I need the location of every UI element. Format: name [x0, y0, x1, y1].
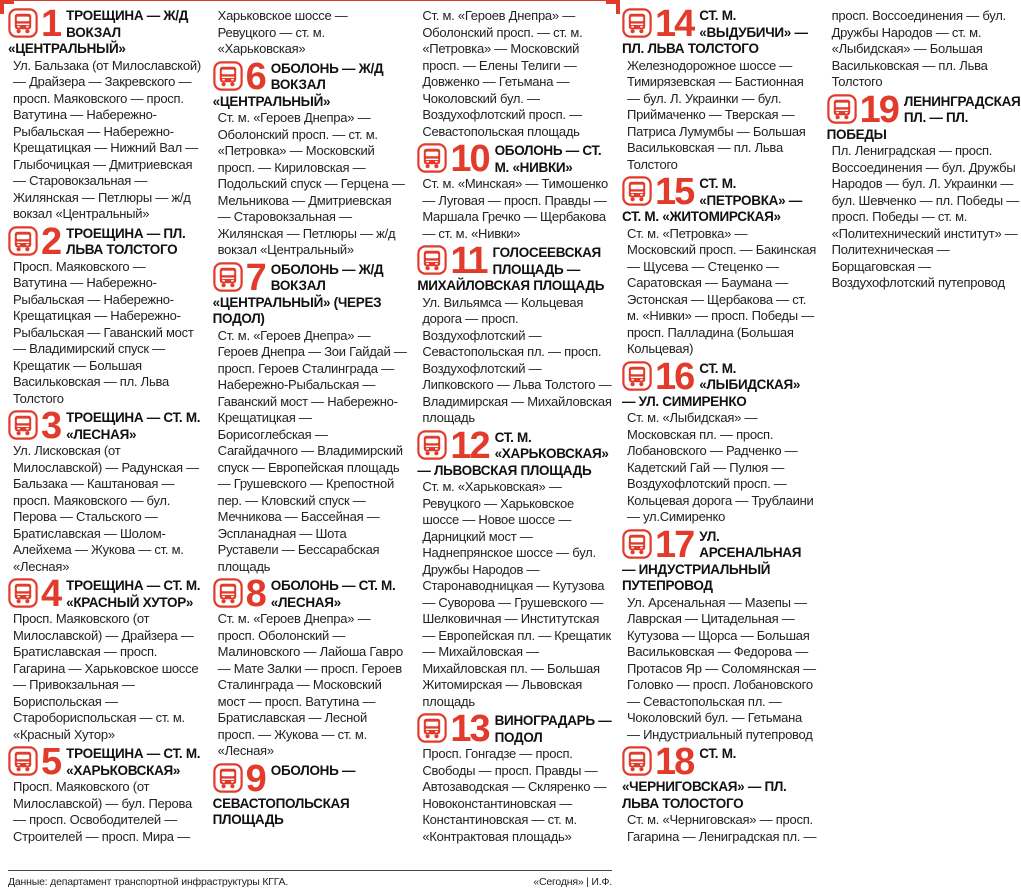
- route-head: [8, 3, 203, 58]
- bus-icon: [213, 578, 243, 608]
- route-item: [417, 240, 612, 427]
- route-head: [212, 55, 408, 111]
- route-title: ТРОЕЩИНА — СТ. М. «ХАРЬКОВСКАЯ»: [66, 746, 201, 778]
- route-badge: [417, 424, 490, 467]
- route-head: [417, 708, 612, 750]
- route-number: 4: [41, 573, 61, 615]
- bus-icon: [827, 94, 857, 124]
- route-badge: [827, 88, 900, 131]
- route-item: [417, 708, 612, 845]
- route-description: Просп. Маяковского (от Милославской) — Драйзера — Братиславская — просп. Гагарина — Харьковское шоссе — Привокзальная — Бориспольская — Старобориспольская — ст. м. «Красный Хутор»: [13, 611, 199, 742]
- route-title: СТ. М. «ХАРЬКОВСКАЯ» — ЛЬВОВСКАЯ ПЛОЩАДЬ: [417, 429, 609, 478]
- route-badge: [8, 3, 62, 45]
- route-head: [213, 573, 408, 615]
- route-badge: [417, 240, 488, 282]
- route-head: [8, 573, 203, 615]
- route-description: Ст. м. «Лыбидская» — Московская пл. — просп. Лобановского — Радченко — Кадетский Гай — Пулюя — Воздухофлотский просп. — Кольцевая дорога — Трублаини — ул.Симиренко: [626, 410, 814, 524]
- route-badge: [417, 708, 490, 750]
- bus-icon: [8, 410, 38, 440]
- route-head: [621, 523, 817, 595]
- route-badge: [622, 171, 695, 213]
- route-title: СТ. М. «ВЫДУБИЧИ» — ПЛ. ЛЬВА ТОЛСТОГО: [621, 8, 808, 56]
- route-head: [417, 240, 612, 295]
- route-columns: [8, 3, 1021, 846]
- route-title: ОБОЛОНЬ — Ж/Д ВОКЗАЛ «ЦЕНТРАЛЬНЫЙ»: [212, 60, 384, 109]
- route-description: Пл. Лениградская — просп. Воссоединения — бул. Дружбы Народов — бул. Л. Украинки — бул. Шевченко — пл. Победы — просп. Победы — ст. м. «Политехнический институт» — Политехническая — Борщаговская — Воздухофлотский путепровод: [831, 143, 1019, 290]
- route-item: [621, 523, 817, 744]
- route-head: [621, 355, 817, 411]
- route-badge: [213, 55, 267, 98]
- route-title: ОБОЛОНЬ — СЕВАСТОПОЛЬСКАЯ ПЛОЩАДЬ: [212, 762, 356, 827]
- bus-icon: [8, 226, 38, 256]
- route-badge: [8, 573, 62, 615]
- route-head: [417, 138, 612, 180]
- route-head: [8, 220, 203, 263]
- route-title: ВИНОГРАДАРЬ — ПОДОЛ: [494, 713, 612, 745]
- route-number: 9: [245, 757, 265, 800]
- route-item: [8, 3, 203, 223]
- bus-icon: [213, 61, 243, 91]
- bus-icon: [213, 262, 243, 292]
- bus-icon: [8, 746, 38, 776]
- route-description: Ул. Бальзака (от Милославской) — Драйзера — Закревского — просп. Маяковского — просп. Ватутина — Набережно-Рыбальская — Набережно-Крещатицкая — Нижний Вал — Глыбочицкая — Дмитриевская — Старовокзальная — Жилянская — Петлюры — ж/д вокзал «Центральный»: [13, 57, 201, 221]
- route-head: [8, 405, 203, 447]
- route-item: [213, 573, 408, 760]
- route-description: Ул. Арсенальная — Мазепы — Лаврская — Цитадельная — Кутузова — Щорса — Большая Васильковская — Федорова — Протасов Яр — Соломянская — Головко — просп. Лобановского — Севастопольская пл. — Чоколовский бул. — Гетьмана — Индустриальный путепровод: [626, 594, 816, 742]
- bus-icon: [8, 8, 38, 38]
- route-head: [212, 757, 408, 829]
- bus-icon: [213, 763, 243, 793]
- route-item: [826, 88, 1021, 292]
- route-badge: [213, 256, 267, 299]
- route-badge: [622, 355, 695, 398]
- route-item: [417, 138, 612, 242]
- route-item: [8, 405, 203, 575]
- route-head: [8, 741, 203, 783]
- route-description: Ст. м. «Петровка» — Московский просп. — Бакинская — Щусева — Стеценко — Саратовская — Баумана — Эстонская — Щербакова — ст. м. «Нивки» — просп. Победы — просп. Палладина (Большая Кольцевая): [626, 225, 817, 356]
- route-description: Ст. м. «Минская» — Тимошенко — Луговая — просп. Правды — Маршала Гречко — Щербакова — ст. м. «Нивки»: [422, 176, 608, 241]
- corner-mark: [0, 0, 4, 14]
- route-description: Ст. м. «Харьковская» — Ревуцкого — Харьковское шоссе — Новое шоссе — Дарницкий мост — Наднепрянское шоссе — бул. Дружбы Народов — Старонаводницкая — Кутузова — Суворова — Грушевского — Шелковичная — Институтская — Европейская пл. — Крещатик — Михайловская — Михайловская пл. — Большая Житомирская — Львовская площадь: [422, 479, 611, 709]
- bus-icon: [622, 746, 652, 776]
- route-title: СТ. М. «ЛЫБИДСКАЯ» — УЛ. СИМИРЕНКО: [621, 360, 801, 409]
- route-description: Ст. м. «Героев Днепра» — Оболонский просп. — ст. м. «Петровка» — Московский просп. — Елены Телиги — Довженко — Гетьмана — Чоколовский бул. — Воздухофлотский просп. — Севастопольская площадь: [422, 8, 583, 139]
- route-badge: [8, 220, 62, 263]
- route-number: 3: [41, 405, 61, 447]
- bus-icon: [622, 8, 652, 38]
- route-number: 2: [41, 220, 61, 263]
- route-title: УЛ. АРСЕНАЛЬНАЯ — ИНДУСТРИАЛЬНЫЙ ПУТЕПРОВОД: [621, 528, 802, 593]
- route-item: [621, 3, 817, 173]
- route-title: ТРОЕЩИНА — ПЛ. ЛЬВА ТОЛСТОГО: [66, 225, 186, 257]
- route-number: 19: [859, 88, 898, 131]
- footer: [8, 870, 612, 888]
- route-number: 14: [654, 3, 694, 45]
- bus-icon: [622, 176, 652, 206]
- route-badge: [213, 573, 267, 615]
- route-number: 16: [654, 355, 694, 398]
- route-description: Ст. м. «Героев Днепра» — Оболонский просп. — ст. м. «Петровка» — Московский просп. — Кириловская — Подольский спуск — Герцена — Мельникова — Дмитриевская — Старовокзальная — Жилянская — Петлюры — ж/д вокзал «Центральный»: [217, 110, 405, 257]
- route-number: 8: [245, 573, 265, 615]
- route-head: [826, 88, 1021, 144]
- route-item: [417, 424, 612, 711]
- route-badge: [622, 741, 695, 783]
- route-description: Железнодорожное шоссе — Тимирязевская — Бастионная — бул. Л. Украинки — бул. Приймаченко — Тверская — Патриса Лумумбы — Большая Васильковская — пл. Льва Толстого: [626, 57, 806, 172]
- route-title: ТРОЕЩИНА — СТ. М. «ЛЕСНАЯ»: [66, 410, 201, 442]
- route-head: [212, 256, 408, 328]
- route-head: [621, 171, 817, 226]
- bus-icon: [417, 143, 447, 173]
- route-number: 5: [41, 741, 61, 783]
- route-number: 15: [654, 171, 694, 213]
- route-number: 17: [654, 523, 694, 566]
- route-item: [8, 573, 203, 743]
- route-description: Просп. Маяковского (от Милославской) — бул. Перова — просп. Освободителей — Строителей — просп. Мира — Харьковское шоссе — Ревуцкого — ст. м. «Харьковская»: [13, 8, 348, 844]
- route-number: 11: [450, 240, 487, 282]
- bus-icon: [417, 245, 447, 275]
- route-head: [417, 424, 612, 480]
- route-number: 13: [450, 708, 489, 750]
- route-badge: [622, 3, 695, 45]
- route-badge: [622, 523, 695, 566]
- route-item: [621, 171, 817, 358]
- route-item: [8, 220, 203, 408]
- route-title: ГОЛОСЕЕВСКАЯ ПЛОЩАДЬ — МИХАЙЛОВСКАЯ ПЛОЩАДЬ: [417, 245, 605, 293]
- route-badge: [8, 741, 62, 783]
- bus-icon: [417, 430, 447, 460]
- route-description: Просп. Гонгадзе — просп. Свободы — просп. Правды — Автозаводская — Скляренко — Новоконстантиновская — Константиновская — ст. м. «Контрактовая площадь»: [422, 746, 607, 844]
- route-badge: [213, 757, 267, 800]
- route-number: 18: [654, 741, 694, 783]
- bus-icon: [622, 529, 652, 559]
- route-number: 7: [245, 256, 265, 299]
- route-number: 1: [41, 3, 61, 45]
- route-description: Ст. м. «Героев Днепра» — просп. Оболонский — Малиновского — Лайоша Гавро — Мате Залки — просп. Героев Сталинграда — Московский мост — просп. Ватутина — Братиславская — Лесной просп. — Жукова — ст. м. «Лесная»: [217, 611, 404, 758]
- route-badge: [8, 405, 62, 447]
- route-number: 6: [245, 55, 265, 98]
- route-item: [621, 355, 817, 526]
- route-description: Ул. Вильямса — Кольцевая дорога — просп. Воздухофлотский — Севастопольская пл. — просп. Воздухофлотский — Липковского — Льва Толстого — Владимирская — Михайловская площадь: [422, 294, 612, 425]
- route-description: Ст. м. «Героев Днепра» — Героев Днепра — Зои Гайдай — просп. Героев Сталинграда — Набережно-Рыбальская — Гаванский мост — Набережно-Крещатицкая — Борисоглебская — Сагайдачного — Владимирский спуск — Европейская площадь — Грушевского — Крепостной пер. — Кловский спуск — Мечникова — Бассейная — Эспланадная — Шота Руставели — Бессарабская площадь: [217, 327, 407, 574]
- route-number: 12: [450, 424, 489, 467]
- route-head: [621, 3, 817, 58]
- route-title: ОБОЛОНЬ — СТ. М. «НИВКИ»: [494, 143, 602, 175]
- route-title: ОБОЛОНЬ — СТ. М. «ЛЕСНАЯ»: [270, 578, 396, 610]
- route-title: ТРОЕЩИНА — Ж/Д ВОКЗАЛ «ЦЕНТРАЛЬНЫЙ»: [8, 8, 189, 56]
- route-title: ОБОЛОНЬ — Ж/Д ВОКЗАЛ «ЦЕНТРАЛЬНЫЙ» (ЧЕРЕЗ ПОДОЛ): [212, 261, 384, 326]
- footer-source: Данные: департамент транспортной инфраструктуры КГГА.: [8, 876, 289, 888]
- top-rule: [0, 0, 620, 1]
- footer-credit: «Сегодня» | И.Ф.: [533, 876, 612, 888]
- bus-icon: [417, 713, 447, 743]
- route-description: Ул. Лисковская (от Милославской) — Радунская — Бальзака — Каштановая — просп. Маяковского — бул. Перова — Стальского — Братиславская — Шолом-Алейхема — Жукова — ст. м. «Лесная»: [13, 443, 199, 574]
- route-title: ТРОЕЩИНА — СТ. М. «КРАСНЫЙ ХУТОР»: [66, 578, 201, 610]
- route-item: [212, 55, 408, 259]
- route-badge: [417, 138, 490, 180]
- route-title: ЛЕНИНГРАДСКАЯ ПЛ. — ПЛ. ПОБЕДЫ: [826, 93, 1021, 142]
- corner-mark: [616, 0, 620, 14]
- route-number: 10: [450, 138, 489, 180]
- route-title: СТ. М. «ПЕТРОВКА» — СТ. М. «ЖИТОМИРСКАЯ»: [621, 176, 802, 224]
- route-description: Ст. м. «Черниговская» — просп. Гагарина — Лениградская пл. — просп. Воссоединения — бул. Дружбы Народов — ст. м. «Лыбидская» — Большая Васильковская — пл. Льва Толстого: [626, 8, 1006, 844]
- route-title: СТ. М. «ЧЕРНИГОВСКАЯ» — ПЛ. ЛЬВА ТОЛОСТОГО: [621, 746, 787, 811]
- route-description: Просп. Маяковского — Ватутина — Набережно-Рыбальская — Набережно-Крещатицкая — Набережно-Рыбальская — Гаванский мост — Владимирский спуск — Крещатик — Большая Васильковская — пл. Льва Толстого: [13, 258, 194, 406]
- route-item: [212, 256, 408, 576]
- route-head: [621, 741, 817, 812]
- bus-icon: [8, 578, 38, 608]
- bus-icon: [622, 361, 652, 391]
